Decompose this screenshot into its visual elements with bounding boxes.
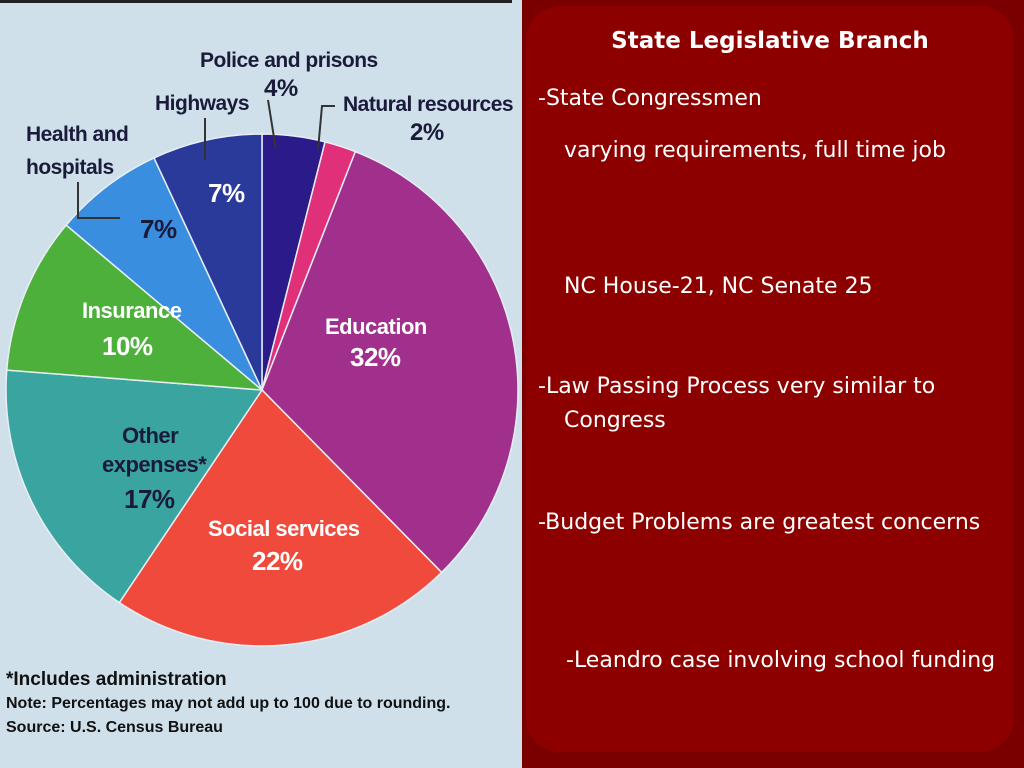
bullet-budget-problems: -Budget Problems are greatest concerns — [538, 510, 981, 535]
label-social-name: Social services — [208, 516, 360, 541]
label-police-name: Police and prisons — [200, 49, 378, 72]
footnote-source: Source: U.S. Census Bureau — [6, 719, 223, 736]
bullet-law-passing: -Law Passing Process very similar to Congress — [538, 374, 936, 433]
label-health-name-line2: hospitals — [26, 156, 114, 179]
label-insurance-value: 10% — [102, 331, 153, 361]
panel-title: State Legislative Branch — [611, 28, 929, 54]
label-other-name-line2: expenses* — [102, 452, 207, 477]
label-insurance-name: Insurance — [82, 298, 182, 323]
footnote-administration: *Includes administration — [6, 669, 227, 690]
label-other-name-line1: Other — [122, 423, 179, 448]
label-other-value: 17% — [124, 484, 175, 514]
label-health-value: 7% — [140, 214, 177, 244]
sub-bullet-nc-house-senate: NC House-21, NC Senate 25 — [564, 274, 873, 299]
label-highways-name: Highways — [155, 92, 250, 115]
label-education-value: 32% — [350, 342, 401, 372]
chart-notes — [6, 668, 451, 740]
label-natural-value: 2% — [410, 119, 444, 146]
footnote-rounding: Note: Percentages may not add up to 100 due to rounding. — [6, 695, 451, 712]
label-education-name: Education — [325, 314, 427, 339]
bullet-leandro-case: -Leandro case involving school funding — [566, 648, 996, 673]
sub-bullet-requirements: varying requirements, full time job — [564, 138, 946, 163]
label-social-value: 22% — [252, 546, 303, 576]
label-highways-value: 7% — [208, 178, 245, 208]
text-panel — [526, 6, 1014, 752]
label-health-name-line1: Health and — [26, 123, 129, 146]
label-police-value: 4% — [264, 75, 298, 102]
bullet-state-congressmen: -State Congressmen — [538, 86, 762, 111]
label-natural-name: Natural resources — [343, 93, 514, 116]
